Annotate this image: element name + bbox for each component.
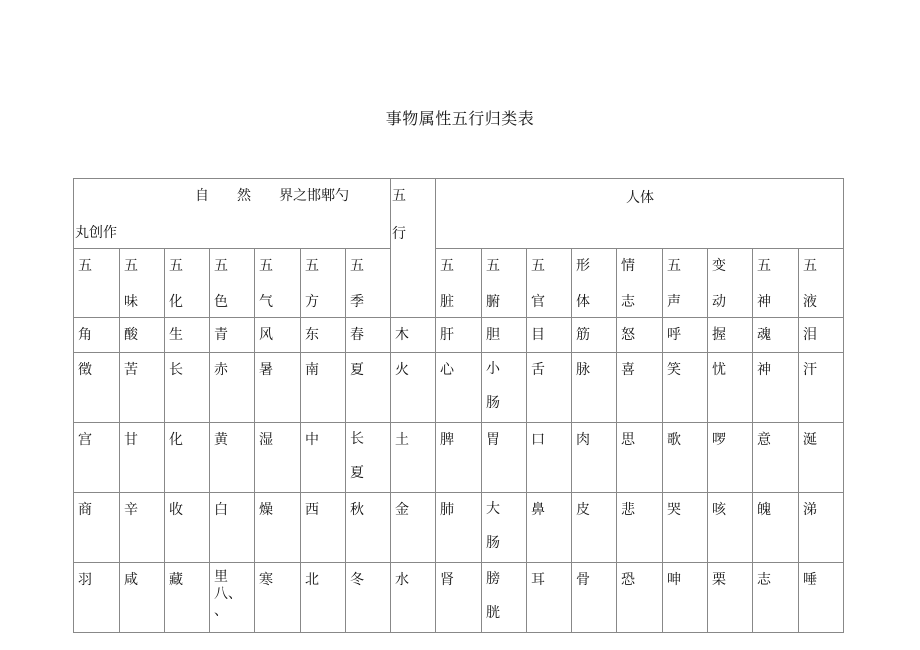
cell-text: 商 (78, 502, 92, 518)
cell-text: 酸 (124, 327, 138, 343)
subheader-cell (753, 249, 799, 318)
table-cell (436, 563, 482, 633)
table-cell (482, 423, 527, 493)
table-cell (210, 423, 255, 493)
subheader-char: 色 (214, 294, 228, 310)
cell-text: 宫 (78, 432, 92, 448)
table-row (74, 318, 844, 353)
cell-text: 夏 (350, 465, 364, 481)
table-cell (74, 493, 120, 563)
cell-text: 辛 (124, 502, 138, 518)
cell-text: 魂 (757, 327, 771, 343)
cell-text: 生 (169, 327, 183, 343)
subheader-cell (617, 249, 663, 318)
cell-text: 握 (712, 327, 726, 343)
cell-text: 栗 (712, 572, 726, 588)
cell-text: 脉 (576, 362, 590, 378)
table-cell (301, 318, 346, 353)
subheader-cell (527, 249, 572, 318)
subheader-char: 五 (259, 258, 273, 274)
cell-text: 肝 (440, 327, 454, 343)
table-row (74, 423, 844, 493)
subheader-char: 脏 (440, 294, 454, 310)
subheader-cell (346, 249, 391, 318)
table-cell (346, 353, 391, 423)
subheader-cell (436, 249, 482, 318)
cell-text: 脾 (440, 432, 454, 448)
cell-text: 肠 (486, 395, 500, 411)
cell-text: 湿 (259, 432, 273, 448)
subheader-char: 五 (531, 258, 545, 274)
table-cell (617, 318, 663, 353)
table-cell (753, 318, 799, 353)
table-cell (301, 423, 346, 493)
table-cell (799, 318, 844, 353)
table-cell (210, 563, 255, 633)
table-cell (301, 563, 346, 633)
cell-text: 燥 (259, 502, 273, 518)
cell-text: 魄 (757, 502, 771, 518)
subheader-char: 五 (305, 258, 319, 274)
human-header-text: 人体 (626, 190, 654, 206)
table-cell (617, 563, 663, 633)
cell-text: 唾 (803, 572, 817, 588)
table-cell (255, 563, 301, 633)
cell-text: 胃 (486, 432, 500, 448)
subheader-char: 声 (667, 294, 681, 310)
cell-text: 心 (440, 362, 454, 378)
table-cell (255, 318, 301, 353)
cell-text: 长 (169, 362, 183, 378)
cell-text: 喜 (621, 362, 635, 378)
cell-text: 咳 (712, 502, 726, 518)
subheader-char: 官 (531, 294, 545, 310)
cell-text: 肾 (440, 572, 454, 588)
table-cell (572, 353, 617, 423)
table-cell (391, 423, 436, 493)
cell-text: 涎 (803, 432, 817, 448)
cell-text: 风 (259, 327, 273, 343)
subheader-char: 气 (259, 294, 273, 310)
cell-text: 呻 (667, 572, 681, 588)
table-cell (210, 353, 255, 423)
cell-text: 长 (350, 431, 364, 447)
cell-text: 水 (395, 572, 409, 588)
subheader-char: 神 (757, 294, 771, 310)
subheader-cell (210, 249, 255, 318)
table-cell (120, 353, 165, 423)
table-cell (255, 423, 301, 493)
table-cell (391, 353, 436, 423)
cell-text: 舌 (531, 362, 545, 378)
cell-text: 汗 (803, 362, 817, 378)
cell-text: 膀 (486, 571, 500, 587)
table-cell (572, 423, 617, 493)
subheader-char: 五 (78, 258, 92, 274)
table-cell (436, 318, 482, 353)
table-cell (74, 423, 120, 493)
table-cell (663, 318, 708, 353)
table-cell (799, 353, 844, 423)
subheader-char: 化 (169, 294, 183, 310)
table-cell (753, 493, 799, 563)
cell-text: 意 (757, 432, 771, 448)
cell-text: 暑 (259, 362, 273, 378)
table-cell (753, 353, 799, 423)
nature-header-text: 自 然 界之邯郫勺 (195, 188, 349, 204)
subheader-row (74, 249, 844, 318)
cell-text: 小 (486, 361, 500, 377)
cell-text: 怒 (621, 327, 635, 343)
cell-text: 收 (169, 502, 183, 518)
table-cell (753, 423, 799, 493)
subheader-char: 五 (440, 258, 454, 274)
five-elements-table (73, 178, 844, 633)
cell-text: 悲 (621, 502, 635, 518)
table-cell (617, 423, 663, 493)
cell-text: 北 (305, 572, 319, 588)
cell-text: 徵 (78, 362, 92, 378)
table-cell (799, 423, 844, 493)
table-cell (482, 563, 527, 633)
table-cell (482, 353, 527, 423)
table-cell (120, 423, 165, 493)
cell-text: 忧 (712, 362, 726, 378)
cell-text: 涕 (803, 502, 817, 518)
table-cell (346, 563, 391, 633)
table-row (74, 493, 844, 563)
subheader-cell (663, 249, 708, 318)
cell-text: 筋 (576, 327, 590, 343)
subheader-char: 五 (486, 258, 500, 274)
table-cell (527, 423, 572, 493)
table-cell (572, 563, 617, 633)
table-cell (391, 318, 436, 353)
table-cell (210, 318, 255, 353)
subheader-char: 方 (305, 294, 319, 310)
cell-text: 中 (305, 432, 319, 448)
cell-text: 火 (395, 362, 409, 378)
cell-text: 目 (531, 327, 545, 343)
cell-text: 秋 (350, 502, 364, 518)
table-cell (74, 563, 120, 633)
subheader-char: 五 (667, 258, 681, 274)
table-cell (527, 318, 572, 353)
cell-text: 胱 (486, 605, 500, 621)
cell-text: 呼 (667, 327, 681, 343)
cell-text: 西 (305, 502, 319, 518)
cell-text: 鼻 (531, 502, 545, 518)
cell-text: 咸 (124, 572, 138, 588)
table-cell (799, 563, 844, 633)
subheader-cell (74, 249, 120, 318)
subheader-char: 形 (576, 258, 590, 274)
table-cell (165, 563, 210, 633)
subheader-cell (482, 249, 527, 318)
table-row (74, 353, 844, 423)
table-cell (74, 318, 120, 353)
cell-text: 黄 (214, 432, 228, 448)
subheader-char: 动 (712, 294, 726, 310)
table-cell (663, 353, 708, 423)
subheader-char: 变 (712, 258, 726, 274)
cell-text: 肉 (576, 432, 590, 448)
cell-text: 肠 (486, 535, 500, 551)
table-cell (663, 563, 708, 633)
human-header-cell (436, 179, 844, 249)
subheader-char: 五 (757, 258, 771, 274)
table-cell (663, 423, 708, 493)
cell-text: 皮 (576, 502, 590, 518)
subheader-char: 五 (350, 258, 364, 274)
table-cell (436, 423, 482, 493)
subheader-cell (708, 249, 753, 318)
table-cell (165, 318, 210, 353)
table-cell (527, 353, 572, 423)
cell-text: 土 (395, 432, 409, 448)
cell-text: 泪 (803, 327, 817, 343)
nature-header-cell (74, 179, 391, 249)
cell-text: 夏 (350, 362, 364, 378)
page-title: 事物属性五行归类表 (385, 109, 535, 128)
cell-text: 志 (757, 572, 771, 588)
cell-text: 、 (214, 603, 228, 619)
cell-text: 苦 (124, 362, 138, 378)
table-cell (708, 423, 753, 493)
subheader-char: 液 (803, 294, 817, 310)
table-cell (391, 563, 436, 633)
cell-text: 白 (214, 502, 228, 518)
cell-text: 藏 (169, 572, 183, 588)
table-cell (482, 318, 527, 353)
table-cell (436, 493, 482, 563)
cell-text: 寒 (259, 572, 273, 588)
table-cell (210, 493, 255, 563)
table-cell (74, 353, 120, 423)
table-cell (617, 493, 663, 563)
table-cell (708, 318, 753, 353)
table-cell (346, 493, 391, 563)
cell-text: 大 (486, 501, 500, 517)
table-cell (799, 493, 844, 563)
subheader-char: 志 (621, 294, 635, 310)
cell-text: 春 (350, 327, 364, 343)
table-cell (120, 318, 165, 353)
cell-text: 角 (78, 327, 92, 343)
wuxing-header-cell (391, 179, 436, 318)
table-cell (527, 493, 572, 563)
table-cell (436, 353, 482, 423)
cell-text: 思 (621, 432, 635, 448)
subheader-char: 五 (214, 258, 228, 274)
table-cell (165, 493, 210, 563)
subheader-cell (301, 249, 346, 318)
cell-text: 口 (531, 432, 545, 448)
table-cell (708, 493, 753, 563)
cell-text: 八、 (214, 586, 242, 602)
table-cell (391, 493, 436, 563)
subheader-char: 体 (576, 294, 590, 310)
table-cell (165, 353, 210, 423)
wuxing-header-char-1: 五 (392, 188, 406, 204)
table-cell (572, 493, 617, 563)
subheader-cell (572, 249, 617, 318)
table-cell (255, 353, 301, 423)
cell-text: 冬 (350, 572, 364, 588)
cell-text: 恐 (621, 572, 635, 588)
cell-text: 啰 (712, 432, 726, 448)
table-cell (165, 423, 210, 493)
cell-text: 耳 (531, 572, 545, 588)
cell-text: 羽 (78, 572, 92, 588)
subheader-cell (165, 249, 210, 318)
cell-text: 笑 (667, 362, 681, 378)
wuxing-header-char-2: 行 (392, 226, 406, 242)
cell-text: 青 (214, 327, 228, 343)
subheader-char: 情 (621, 258, 635, 274)
cell-text: 南 (305, 362, 319, 378)
table-cell (663, 493, 708, 563)
subheader-char: 五 (169, 258, 183, 274)
subheader-char: 腑 (486, 294, 500, 310)
table-cell (482, 493, 527, 563)
subheader-cell (120, 249, 165, 318)
table-cell (301, 493, 346, 563)
subheader-char: 五 (124, 258, 138, 274)
cell-text: 歌 (667, 432, 681, 448)
cell-text: 肺 (440, 502, 454, 518)
table-cell (346, 423, 391, 493)
table-cell (617, 353, 663, 423)
table-cell (255, 493, 301, 563)
cell-text: 神 (757, 362, 771, 378)
subheader-char: 季 (350, 294, 364, 310)
table-cell (346, 318, 391, 353)
cell-text: 赤 (214, 362, 228, 378)
table-row (74, 563, 844, 633)
subheader-cell (255, 249, 301, 318)
nature-header-subtext: 丸创作 (75, 225, 117, 241)
table-cell (572, 318, 617, 353)
cell-text: 金 (395, 502, 409, 518)
table-cell (708, 353, 753, 423)
cell-text: 骨 (576, 572, 590, 588)
cell-text: 化 (169, 432, 183, 448)
cell-text: 甘 (124, 432, 138, 448)
table-cell (120, 493, 165, 563)
subheader-char: 五 (803, 258, 817, 274)
subheader-char: 味 (124, 294, 138, 310)
cell-text: 哭 (667, 502, 681, 518)
table-cell (301, 353, 346, 423)
cell-text: 里 (214, 569, 228, 585)
table-cell (527, 563, 572, 633)
table-cell (708, 563, 753, 633)
table-cell (120, 563, 165, 633)
table-cell (753, 563, 799, 633)
cell-text: 胆 (486, 327, 500, 343)
cell-text: 木 (395, 327, 409, 343)
subheader-cell (799, 249, 844, 318)
cell-text: 东 (305, 327, 319, 343)
